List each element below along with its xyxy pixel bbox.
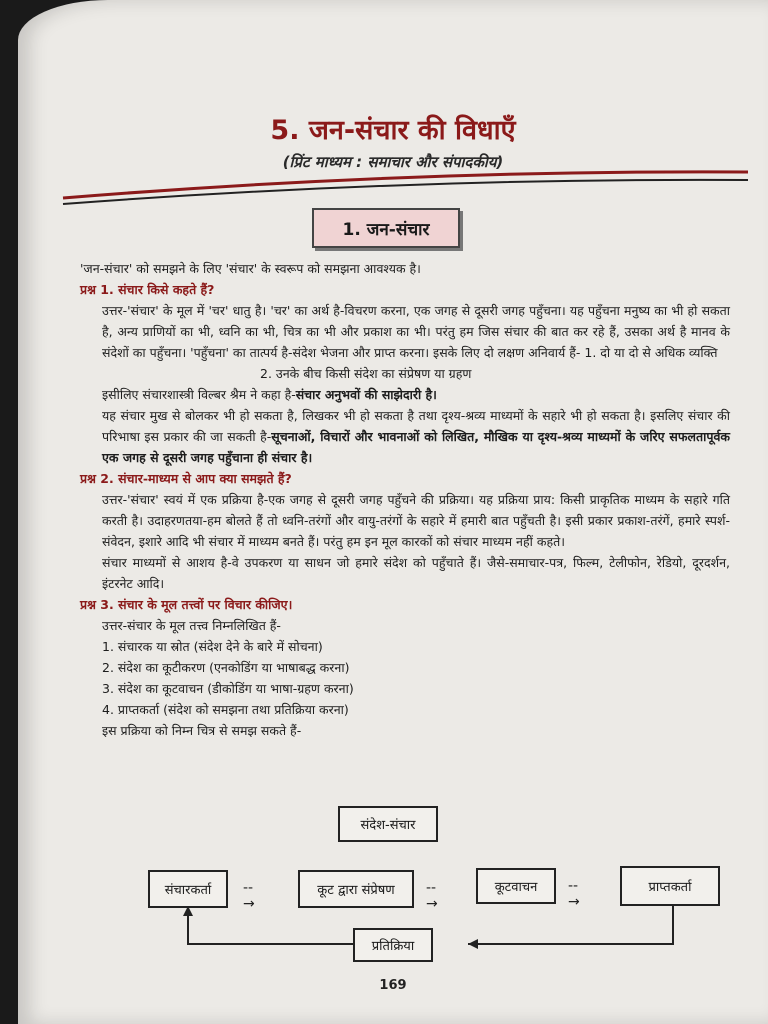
question-2: प्रश्न 2. संचार-माध्यम से आप क्या समझते हैं?: [80, 471, 292, 486]
answer-1-point-2: 2. उनके बीच किसी संदेश का संप्रेषण या ग्रहण: [260, 366, 472, 381]
arrow: --→: [426, 880, 438, 912]
answer-1-para-3: [80, 405, 730, 468]
question-1: प्रश्न 1. संचार किसे कहते हैं?: [80, 282, 215, 297]
para-2-bold: संचार अनुभवों की साझेदारी है।: [295, 387, 437, 402]
chapter-title: 5. जन-संचार की विधाएँ: [270, 115, 516, 146]
para-3-text: यह संचार मुख से बोलकर भी हो सकता है, लिखकर भी हो सकता है तथा दृश्य-श्रव्य माध्यमों के सहारे भी हो सकता है। इसलिए संचार की परिभाषा इस प्रकार की जा सकती है-: [102, 408, 730, 444]
page-number: 169: [379, 978, 407, 993]
section-heading: 1. जन-संचार: [312, 208, 460, 248]
diagram-node-sender: संचारकर्ता: [148, 870, 228, 908]
para-2-text: इसीलिए संचारशास्त्री विल्बर श्रैम ने कहा है-: [102, 387, 296, 402]
arrow: --→: [568, 878, 580, 910]
intro-text: 'जन-संचार' को समझने के लिए 'संचार' के स्वरूप को समझना आवश्यक है।: [80, 261, 421, 276]
arrow: --→: [243, 880, 255, 912]
answer-1-para-2: [80, 384, 730, 405]
book-page: [18, 0, 768, 1024]
list-item: 2. संदेश का कूटीकरण (एनकोडिंग या भाषाबद्ध करना): [102, 660, 350, 675]
list-item: 4. प्राप्तकर्ता (संदेश को समझना तथा प्रतिक्रिया करना): [102, 702, 349, 717]
diagram-node-encode: कूट द्वारा संप्रेषण: [298, 870, 414, 908]
diagram-node-receiver: प्राप्तकर्ता: [620, 866, 720, 906]
answer-2: उत्तर-'संचार' स्वयं में एक प्रक्रिया है-एक जगह से दूसरी जगह पहुँचने की प्रक्रिया। यह प्रक्रिया प्राय: किसी प्राकृतिक माध्यम के सहारे गति करती है। उदाहरणतया-हम बोलते हैं तो ध्वनि-तरंगों और वायु-तरंगों के सहारे में हमारी बात पहुँचती है। इसी प्रकार प्रकाश-तरंगें, हमारे स्पर्श-संवेदन, इशारे आदि भी संचार में माध्यम बनते हैं। परंतु हम इन मूल कारकों को संचार माध्यम नहीं कहते।: [102, 492, 730, 549]
list-item: 3. संदेश का कूटवाचन (डीकोडिंग या भाषा-ग्रहण करना): [102, 681, 354, 696]
answer-3-intro: उत्तर-संचार के मूल तत्त्व निम्नलिखित हैं-: [102, 618, 281, 633]
para-3-bold: सूचनाओं, विचारों और भावनाओं को लिखित, मौखिक या दृश्य-श्रव्य माध्यमों के जरिए सफलतापूर्वक एक जगह से दूसरी जगह पहुँचाना ही संचार है।: [102, 429, 730, 465]
decorative-rule: [58, 160, 758, 210]
question-3: प्रश्न 3. संचार के मूल तत्त्वों पर विचार कीजिए।: [80, 597, 293, 612]
diagram-node-decode: कूटवाचन: [476, 868, 556, 904]
chapter-subtitle: (प्रिंट माध्यम : समाचार और संपादकीय): [282, 153, 504, 171]
answer-1: उत्तर-'संचार' के मूल में 'चर' धातु है। 'चर' का अर्थ है-विचरण करना, एक जगह से दूसरी जगह पहुँचना। यह पहुँचना मनुष्य का भी हो सकता है, अन्य प्राणियों का भी, ध्वनि का भी, चित्र का भी और प्रकाश का भी। परंतु हम जिस संचार की बात कर रहे हैं, उसका अर्थ है मानव के संदेशों का पहुँचना। 'पहुँचना' का तात्पर्य है-संदेश भेजना और प्राप्त करना। इसके लिए दो लक्षण अनिवार्य हैं- 1. दो या दो से अधिक व्यक्ति: [102, 303, 730, 360]
diagram-node-feedback: प्रतिक्रिया: [353, 928, 433, 962]
diagram-node-message: संदेश-संचार: [338, 806, 438, 842]
diagram-intro: इस प्रक्रिया को निम्न चित्र से समझ सकते हैं-: [102, 723, 302, 738]
answer-2-para-2: संचार माध्यमों से आशय है-वे उपकरण या साधन जो हमारे संदेश को पहुँचाते हैं। जैसे-समाचार-पत्र, फिल्म, टेलीफोन, रेडियो, दूरदर्शन, इंटरनेट आदि।: [102, 555, 730, 591]
list-item: 1. संचारक या स्रोत (संदेश देने के बारे में सोचना): [102, 639, 323, 654]
main-content: [80, 258, 730, 741]
